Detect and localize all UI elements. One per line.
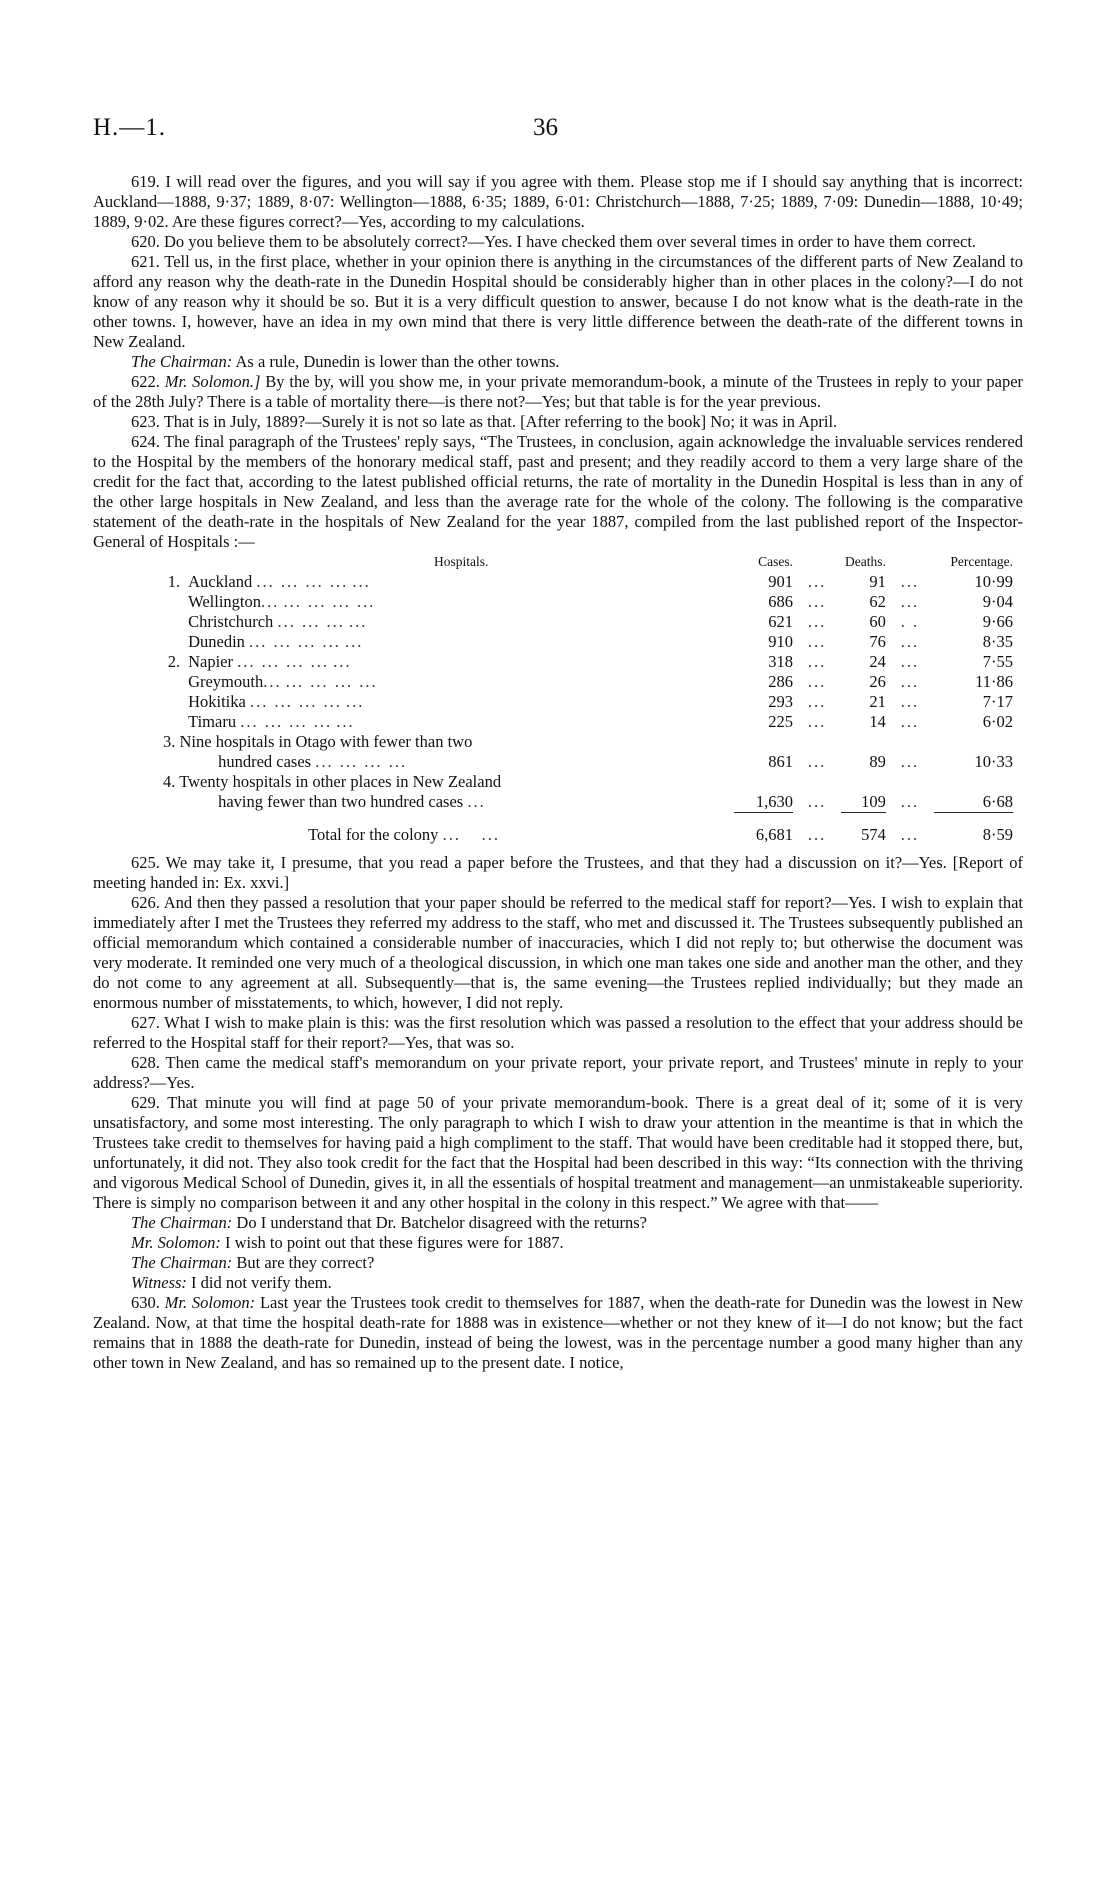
table-row-heading	[153, 732, 1013, 752]
row-number	[153, 712, 188, 732]
row-number	[153, 612, 188, 632]
row-number	[153, 692, 188, 712]
leader-dots: ...	[900, 672, 920, 691]
leader-dots: ...	[807, 632, 827, 651]
leader-dots: ...	[807, 672, 827, 691]
table-row	[153, 652, 1013, 672]
header-deaths: Deaths.	[844, 554, 886, 569]
paragraph-623: 623. That is in July, 1889?—Surely it is not so late as that. [After referring to the book] No; it was in April.	[131, 412, 838, 431]
leader-dots: ...	[807, 692, 827, 711]
leader-dots: ...	[807, 612, 827, 631]
total-deaths: 574	[861, 825, 886, 844]
paragraph-626: 626. And then they passed a resolution that your paper should be referred to the medical staff for report?—Yes. I wish to explain that immediately after I met the Trustees they referred my address to the staff, who met and discussed it. The Trustees subsequently published an official memorandum which contained a considerable number of inaccuracies, which I did not reply to; but otherwise the document was very moderate. It reminded one very much of a theological discussion, in which one man takes one side and another man the other, and they do not come to any agreement at all. Subsequently—that is, the same evening—the Trustees replied individually; but they made an enormous number of misstatements, to which, however, I did not reply.	[93, 893, 1023, 1012]
question-number: 622.	[131, 372, 165, 391]
table-row-heading	[153, 772, 1013, 792]
question-text: Last year the Trustees took credit to themselves for 1887, when the death-rate for Dunedin was the lowest in New Zealand. Now, at that time the hospital death-rate for 1888 was in existence—whether or not they knew of it—I do not know; but the fact remains that in 1888 the death-rate for Dunedin, instead of being the lowest, was in the percentage number a good many higher than any other town in New Zealand, and has so remained up to the present date. I notice,	[93, 1293, 1024, 1372]
header-percentage: Percentage.	[950, 554, 1013, 569]
table-row	[153, 672, 1013, 692]
percentage-value: 6·68	[982, 792, 1013, 811]
percentage-value: 6·02	[982, 712, 1013, 731]
dialogue-text: I did not verify them.	[186, 1273, 332, 1292]
dialogue-text: But are they correct?	[232, 1253, 375, 1272]
speaker-name: Mr. Solomon.]	[164, 372, 261, 391]
speaker-name: Mr. Solomon:	[164, 1293, 256, 1312]
table-header-row	[153, 552, 1013, 572]
group-heading: 3. Nine hospitals in Otago with fewer than two	[163, 732, 473, 751]
leader-dots: ...	[807, 592, 827, 611]
hospital-name: Auckland ... ... ... ... ...	[188, 572, 371, 591]
header-cases: Cases.	[758, 554, 793, 569]
hospital-name: Dunedin ... ... ... ... ...	[188, 632, 364, 651]
leader-dots: ...	[900, 652, 920, 671]
deaths-value: 76	[869, 632, 886, 651]
deaths-value: 26	[869, 672, 886, 691]
table-rule	[153, 813, 1013, 822]
speaker-name: The Chairman:	[131, 352, 233, 371]
table-row	[153, 572, 1013, 592]
paragraph-624: 624. The final paragraph of the Trustees' reply says, “The Trustees, in conclusion, again acknowledge the invaluable services rendered to the Hospital by the members of the honorary medical staff, past and present; and they readily accord to them a very large share of the credit for the fact that, according to the latest published official returns, the rate of mortality in the Dunedin Hospital is less than in any of the other large hospitals in New Zealand, and less than the average rate for the whole of the colony. The following is the comparative statement of the death-rate in the hospitals of New Zealand for the year 1887, compiled from the last published report of the Inspector-General of Hospitals :—	[93, 432, 1023, 551]
leader-dots: ...	[900, 692, 920, 711]
cases-value: 861	[768, 752, 793, 771]
hospital-name: Timaru ... ... ... ... ...	[188, 712, 355, 731]
cases-value: 225	[768, 712, 793, 731]
percentage-value: 7·55	[982, 652, 1013, 671]
paragraph-620: 620. Do you believe them to be absolutely correct?—Yes. I have checked them over several times in order to have them correct.	[131, 232, 977, 251]
speaker-name: Witness:	[131, 1273, 187, 1292]
leader-dots: ...	[807, 752, 827, 771]
deaths-value: 60	[869, 612, 886, 631]
percentage-value: 11·86	[975, 672, 1013, 691]
page-header	[93, 114, 1023, 154]
percentage-value: 10·33	[974, 752, 1013, 771]
document-page	[93, 114, 1023, 1373]
total-label: Total for the colony ... ...	[308, 825, 500, 844]
speaker-name: The Chairman:	[131, 1213, 233, 1232]
table-row	[153, 632, 1013, 652]
cases-value: 318	[768, 652, 793, 671]
hospital-name: Christchurch ... ... ... ...	[188, 612, 368, 631]
deaths-value: 21	[869, 692, 886, 711]
question-text: By the by, will you show me, in your private memorandum-book, a minute of the Trustees in reply to your paper of the 28th July? There is a table of mortality there—is there not?—Yes; but that table is for the year previous.	[93, 372, 1024, 411]
leader-dots: ...	[900, 825, 920, 844]
row-number: 2.	[167, 652, 181, 671]
paragraph-622	[93, 372, 1023, 412]
dialogue-line	[93, 1273, 1023, 1293]
hospital-name: Wellington... ... ... ... ...	[188, 592, 376, 611]
question-number: 630.	[131, 1293, 165, 1312]
leader-dots: ...	[900, 632, 920, 651]
group-heading: 4. Twenty hospitals in other places in New Zealand	[163, 772, 502, 791]
cases-value: 910	[768, 632, 793, 651]
leader-dots: ...	[807, 652, 827, 671]
deaths-value: 91	[869, 572, 886, 591]
hospital-name: having fewer than two hundred cases ...	[218, 792, 486, 811]
leader-dots: ...	[807, 825, 827, 844]
page-number: 36	[533, 114, 558, 141]
row-number	[153, 672, 188, 692]
document-reference: H.—1.	[93, 114, 167, 141]
leader-dots: ...	[900, 792, 920, 811]
dialogue-text: I wish to point out that these figures were for 1887.	[220, 1233, 564, 1252]
percentage-value: 9·66	[982, 612, 1013, 631]
leader-dots: ...	[807, 572, 827, 591]
deaths-value: 89	[869, 752, 886, 771]
hospital-name: Napier ... ... ... ... ...	[188, 652, 352, 671]
paragraph-629: 629. That minute you will find at page 50 of your private memorandum-book. There is a great deal of it; some of it is very unsatisfactory, and some most interesting. The only paragraph to which I wish to draw your attention in the meantime is that in which the Trustees take credit to themselves for having paid a high compliment to the staff. That would have been creditable had it stopped there, but, unfortunately, it did not. They also took credit for the fact that the Hospital had been described in this way: “Its connection with the thriving and vigorous Medical School of Dunedin, gives it, in all the essentials of hospital treatment and management—an unmistakeable superiority. There is simply no comparison between it and any other hospital in the colony in this respect.” We agree with that——	[93, 1093, 1023, 1212]
leader-dots: ...	[807, 712, 827, 731]
remark-text: As a rule, Dunedin is lower than the other towns.	[232, 352, 560, 371]
cases-value: 1,630	[755, 792, 793, 811]
table-row	[153, 712, 1013, 732]
leader-dots: ...	[900, 592, 920, 611]
deaths-value: 62	[869, 592, 886, 611]
deaths-value: 24	[869, 652, 886, 671]
hospital-name: Hokitika ... ... ... ... ...	[188, 692, 365, 711]
paragraph-621: 621. Tell us, in the first place, whether in your opinion there is anything in the circumstances of the different parts of New Zealand to afford any reason why the death-rate in the Dunedin Hospital should be considerably higher than in other places in the colony?—I do not know of any reason why it should be so. But it is a very difficult question to answer, because I do not know what is the death-rate in the other towns. I, however, have an idea in my own mind that there is very little difference between the death-rate of the different towns in New Zealand.	[93, 252, 1023, 351]
dialogue-line	[93, 1253, 1023, 1273]
paragraph-628: 628. Then came the medical staff's memorandum on your private report, your private report, and Trustees' minute in reply to your address?—Yes.	[93, 1053, 1023, 1092]
deaths-value: 14	[869, 712, 886, 731]
hospital-name: Greymouth... ... ... ... ...	[188, 672, 378, 691]
total-percentage: 8·59	[982, 825, 1013, 844]
leader-dots: ...	[900, 752, 920, 771]
leader-dots: . .	[900, 612, 920, 631]
dialogue-text: Do I understand that Dr. Batchelor disagreed with the returns?	[232, 1213, 647, 1232]
row-number	[153, 592, 188, 612]
leader-dots: ...	[900, 572, 920, 591]
row-number	[153, 632, 188, 652]
percentage-value: 7·17	[982, 692, 1013, 711]
table-row	[153, 612, 1013, 632]
table-row	[153, 792, 1013, 813]
hospital-name: hundred cases ... ... ... ...	[218, 752, 408, 771]
body-text	[93, 172, 1023, 1373]
cases-value: 621	[768, 612, 793, 631]
deaths-value: 109	[861, 792, 886, 811]
cases-value: 901	[768, 572, 793, 591]
paragraph-627: 627. What I wish to make plain is this: was the first resolution which was passed a resolution to the effect that your address should be referred to the Hospital staff for their report?—Yes, that was so.	[93, 1013, 1023, 1052]
table-total-row	[153, 821, 1013, 845]
cases-value: 286	[768, 672, 793, 691]
header-hospitals: Hospitals.	[433, 554, 489, 569]
mortality-table	[153, 552, 1013, 845]
table-row	[153, 592, 1013, 612]
cases-value: 686	[768, 592, 793, 611]
dialogue-line	[93, 1213, 1023, 1233]
leader-dots: ...	[807, 792, 827, 811]
cases-value: 293	[768, 692, 793, 711]
row-number: 1.	[167, 572, 181, 591]
percentage-value: 8·35	[982, 632, 1013, 651]
percentage-value: 10·99	[974, 572, 1013, 591]
chairman-remark	[93, 352, 1023, 372]
paragraph-619: 619. I will read over the figures, and you will say if you agree with them. Please stop me if I should say anything that is incorrect: Auckland—1888, 9·37; 1889, 8·07: Wellington—1888, 6·35; 1889, 6·01: Christchurch—1888, 7·25; 1889, 7·09: Dunedin—1888, 10·49; 1889, 9·02. Are these figures correct?—Yes, according to my calculations.	[93, 172, 1023, 231]
table-row	[153, 692, 1013, 712]
paragraph-625: 625. We may take it, I presume, that you read a paper before the Trustees, and that they had a discussion on it?—Yes. [Report of meeting handed in: Ex. xxvi.]	[93, 853, 1023, 892]
leader-dots: ...	[900, 712, 920, 731]
table-row	[153, 752, 1013, 772]
speaker-name: The Chairman:	[131, 1253, 233, 1272]
total-cases: 6,681	[755, 825, 793, 844]
paragraph-630	[93, 1293, 1023, 1373]
percentage-value: 9·04	[982, 592, 1013, 611]
dialogue-line	[93, 1233, 1023, 1253]
speaker-name: Mr. Solomon:	[131, 1233, 221, 1252]
